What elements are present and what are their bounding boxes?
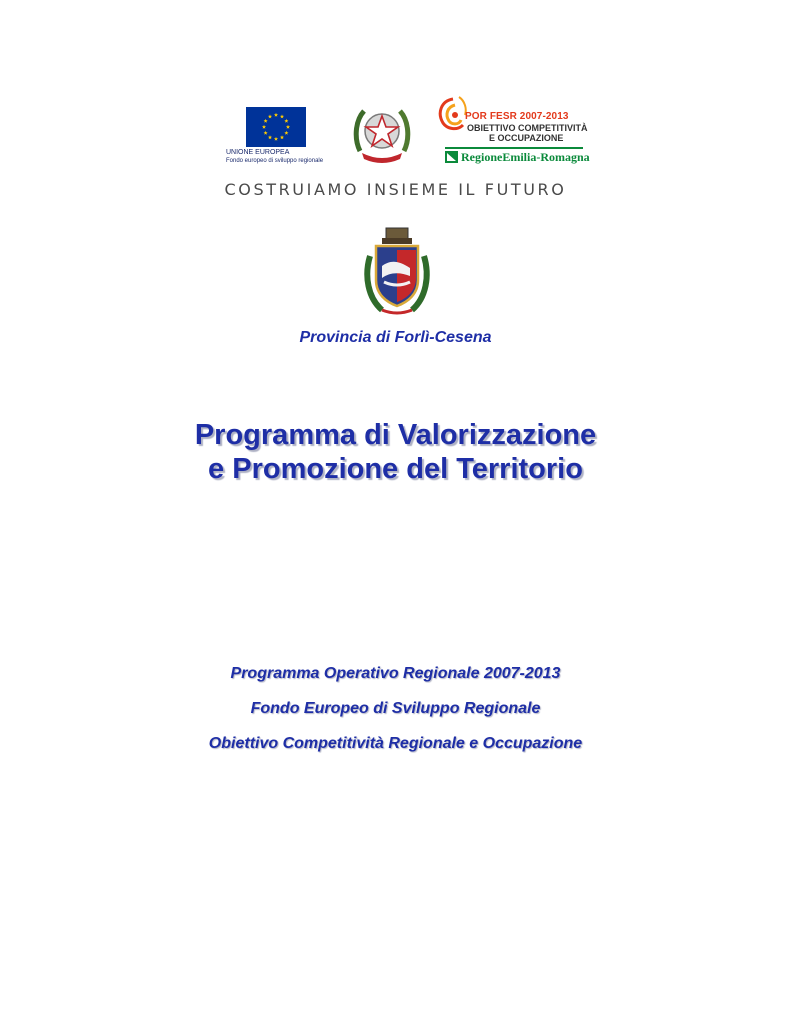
- italian-republic-emblem-icon: [352, 101, 412, 167]
- program-line-2: Fondo Europeo di Sviluppo Regionale: [250, 700, 541, 717]
- program-line-3: Obiettivo Competitività Regionale e Occupazione: [208, 735, 583, 752]
- eu-star: [280, 135, 284, 139]
- obiettivo-label: OBIETTIVO COMPETITIVITÀ: [467, 123, 588, 133]
- occupazione-label: E OCCUPAZIONE: [489, 133, 564, 143]
- title-line-1: Programma di Valorizzazione: [194, 419, 597, 451]
- green-divider: [445, 147, 583, 149]
- eu-stars-icon: [246, 107, 306, 147]
- eu-logo-line2: Fondo europeo di sviluppo regionale: [226, 158, 324, 164]
- eu-star: [274, 137, 278, 141]
- document-title: [0, 418, 791, 486]
- tagline: COSTRUIAMO INSIEME IL FUTURO: [224, 180, 567, 199]
- program-line-1: Programma Operativo Regionale 2007-2013: [230, 665, 561, 682]
- eu-star: [284, 119, 288, 123]
- eu-star: [286, 125, 290, 129]
- eu-star: [274, 113, 278, 117]
- regione-label: RegioneEmilia-Romagna: [461, 150, 590, 164]
- province-name: Provincia di Forlì-Cesena: [299, 329, 492, 346]
- por-fesr-label: POR FESR 2007-2013: [465, 111, 569, 122]
- por-fesr-logo: [435, 95, 595, 173]
- eu-star: [284, 131, 288, 135]
- logo-row: [0, 95, 791, 175]
- eu-logo: [220, 107, 332, 165]
- provincia-forli-cesena-crest-icon: [362, 226, 432, 318]
- eu-star: [264, 119, 268, 123]
- eu-star: [264, 131, 268, 135]
- eu-logo-line1: UNIONE EUROPEA: [226, 149, 290, 156]
- regione-flag-icon: [445, 151, 458, 163]
- eu-star: [262, 125, 266, 129]
- eu-star: [268, 135, 272, 139]
- eu-flag-icon: [246, 107, 306, 147]
- eu-star: [268, 114, 272, 118]
- eu-star: [280, 114, 284, 118]
- program-info: [0, 656, 791, 761]
- title-line-2: e Promozione del Territorio: [208, 453, 583, 485]
